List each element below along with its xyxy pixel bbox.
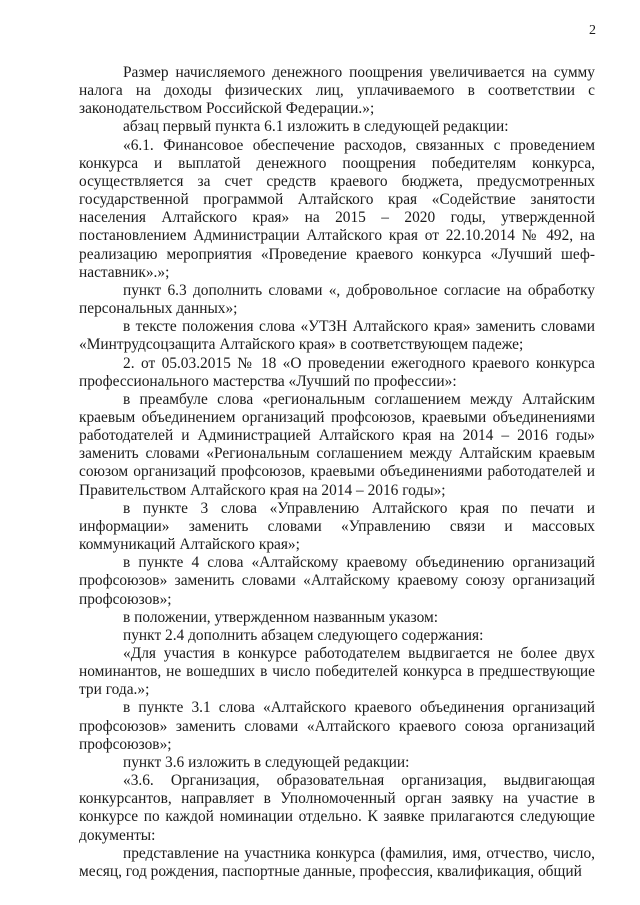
paragraph-16: представление на участника конкурса (фамилия, имя, отчество, число, месяц, год рождения, паспортные данные, профессия, квалификация, общий (79, 844, 595, 880)
paragraph-1: Размер начисляемого денежного поощрения увеличивается на сумму налога на доходы физических лиц, уплачиваемого в соответствии с законодательством Российской Федерации.»; (79, 64, 595, 118)
paragraph-11: пункт 2.4 дополнить абзацем следующего содержания: (123, 626, 484, 644)
page-number: 2 (589, 23, 596, 38)
paragraph-13: в пункте 3.1 слова «Алтайского краевого объединения организаций профсоюзов» заменить словами «Алтайского краевого союза организаций профсоюзов»; (79, 699, 595, 753)
paragraph-5: в тексте положения слова «УТЗН Алтайского края» заменить словами «Минтрудсоцзащита Алтайского края» в соответствующем падеже; (79, 318, 595, 354)
paragraph-8: в пункте 3 слова «Управлению Алтайского края по печати и информации» заменить словами «Управлению связи и массовых коммуникаций Алтайского края»; (79, 499, 595, 554)
paragraph-10: в положении, утвержденном названным указом: (123, 608, 439, 626)
paragraph-2: абзац первый пункта 6.1 изложить в следующей редакции: (123, 118, 509, 136)
paragraph-6: 2. от 05.03.2015 № 18 «О проведении ежегодного краевого конкурса профессионального мастерства «Лучший по профессии»: (79, 354, 595, 390)
paragraph-9: в пункте 4 слова «Алтайскому краевому объединению организаций профсоюзов» заменить словами «Алтайскому краевому союзу организаций профсоюзов»; (79, 554, 595, 608)
paragraph-7: в преамбуле слова «региональным соглашением между Алтайским краевым объединением организаций профсоюзов, краевыми объединениями работодателей и Администрацией Алтайского края на 2014 – 2016 годы» заменить словами «Региональным соглашением между Алтайским краевым союзом организаций профсоюзов, краевыми объединениями работодателей и Правительством Алтайского края на 2014 – 2016 годы»; (79, 390, 595, 499)
paragraph-3: «6.1. Финансовое обеспечение расходов, связанных с проведением конкурса и выплатой денежного поощрения победителям конкурса, осуществляется за счет средств краевого бюджета, предусмотренных государственной программой Алтайского края «Содействие занятости населения Алтайского края» на 2015 – 2020 годы, утвержденной постановлением Администрации Алтайского края от 22.10.2014 № 492, на реализацию мероприятия «Проведение краевого конкурса «Лучший шеф-наставник».»; (79, 136, 595, 281)
paragraph-4: пункт 6.3 дополнить словами «, добровольное согласие на обработку персональных данных»; (79, 281, 595, 318)
paragraph-12: «Для участия в конкурсе работодателем выдвигается не более двух номинантов, не вошедших в число победителей конкурса в предшествующие три года.»; (79, 645, 595, 699)
paragraph-15: «3.6. Организация, образовательная организация, выдвигающая конкурсантов, направляет в Уполномоченный орган заявку на участие в конкурсе по каждой номинации отдельно. К заявке прилагаются следующие документы: (79, 772, 595, 844)
document-body (79, 64, 595, 881)
paragraph-14: пункт 3.6 изложить в следующей редакции: (123, 753, 410, 771)
